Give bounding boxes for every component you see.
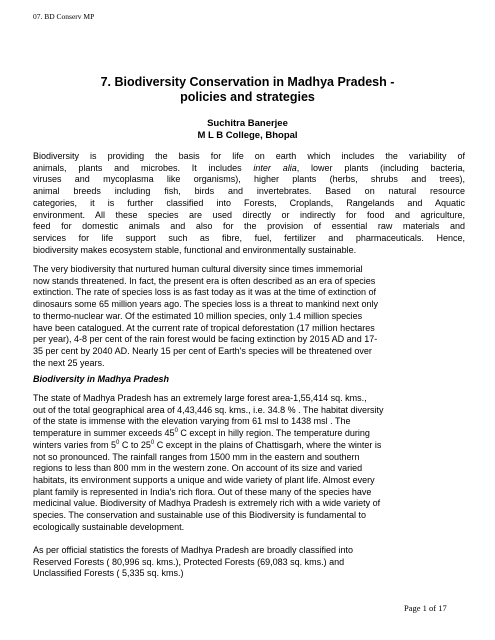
- text-line: regions to less than 800 mm in the western zone. On account of its size and varied: [33, 463, 363, 474]
- text-line: environment. All these species are used directly or indirectly for food and agriculture,: [33, 209, 465, 220]
- italic-text: inter alia: [253, 162, 297, 173]
- document-title: [60, 75, 435, 105]
- paragraph-2: [33, 264, 465, 369]
- paragraph-1: [33, 151, 465, 256]
- text-line: 35 per cent by 2040 AD. Nearly 15 per cent of Earth's species will be threatened over: [33, 345, 372, 356]
- text-line: extinction. The rate of species loss is as fast today as it was at the time of extinction of: [33, 287, 377, 298]
- text-line: out of the total geographical area of 4,43,446 sq. kms., i.e. 34.8 % . The habitat diversity: [33, 404, 384, 415]
- degree-superscript: 0: [150, 439, 155, 446]
- degree-superscript: 0: [116, 439, 120, 446]
- degree-superscript: 0: [174, 428, 178, 435]
- text-line: Biodiversity is providing the basis for life on earth which includes the variability of: [33, 151, 465, 161]
- paragraph-3: [33, 393, 465, 533]
- text-run: C to 25: [119, 439, 151, 450]
- paragraph-4: [33, 545, 465, 580]
- running-header: 07. BD Conserv MP: [33, 12, 95, 21]
- title-line-2: policies and strategies: [180, 90, 315, 104]
- text-line: plant family is represented in India's rich flora. Out of these many of the species have: [33, 486, 372, 497]
- author-affiliation: M L B College, Bhopal: [197, 130, 298, 141]
- text-run: animals, plants and microbes. It includes: [33, 162, 254, 173]
- text-run: winters varies from 5: [33, 439, 117, 450]
- text-line: the next 25 years.: [33, 357, 105, 368]
- text-run: , lower plants (including bacteria,: [296, 162, 465, 173]
- text-line: per year), 4-8 per cent of the rain forest would be facing extinction by 2015 AD and 17-: [33, 334, 378, 345]
- text-line: Reserved Forests ( 80,996 sq. kms.), Protected Forests (69,083 sq. kms.) and: [33, 556, 345, 567]
- text-line: dinosaurs some 65 million years ago. The species loss is a threat to mankind next only: [33, 299, 379, 310]
- section-heading: Biodiversity in Madhya Pradesh: [33, 374, 170, 384]
- text-line: The state of Madhya Pradesh has an extremely large forest area-1,55,414 sq. kms.,: [33, 393, 367, 403]
- text-line: feed for domestic animals and also for the provision of essential raw materials and: [33, 221, 465, 232]
- text-line: of the state is immense with the elevation varying from 61 msl to 1438 msl . The: [33, 416, 351, 427]
- text-line: not so pronounced. The rainfall ranges from 1500 mm in the eastern and southern: [33, 451, 360, 462]
- text-line: The very biodiversity that nurtured human cultural diversity since times immemorial: [33, 264, 363, 274]
- text-line: [33, 163, 465, 175]
- text-line: species. The conservation and sustainable use of this Biodiversity is fundamental to: [33, 510, 367, 521]
- text-line: ecologically sustainable development.: [33, 521, 185, 532]
- text-line: animal breeds including fish, birds and invertebrates. Based on natural resource: [33, 186, 465, 197]
- text-line: now stands threatened. In fact, the present era is often described as an era of species: [33, 275, 376, 286]
- text-line: habitats, its environment supports a unique and wide variety of plant life. Almost every: [33, 474, 375, 485]
- text-line: [33, 440, 465, 452]
- title-line-1: 7. Biodiversity Conservation in Madhya Pradesh -: [100, 75, 395, 89]
- author-name: Suchitra Banerjee: [207, 118, 288, 129]
- text-line: [33, 428, 465, 440]
- author-block: [60, 118, 435, 142]
- text-line: categories, it is further classified into Forests, Croplands, Rangelands and Aquatic: [33, 197, 465, 208]
- page-number: Page 1 of 17: [404, 603, 447, 613]
- text-line: viruses and mycoplasma like organisms), higher plants (herbs, shrubs and trees),: [33, 174, 465, 185]
- text-line: As per official statistics the forests of Madhya Pradesh are broadly classified into: [33, 545, 353, 555]
- text-run: C except in hilly region. The temperature during: [177, 428, 370, 439]
- text-line: biodiversity makes ecosystem stable, functional and environmentally sustainable.: [33, 244, 357, 255]
- text-run: C except in the plains of Chattisgarh, where the winter is: [154, 439, 382, 450]
- text-line: Unclassified Forests ( 5,335 sq. kms.): [33, 568, 184, 579]
- text-line: to thermo-nuclear war. Of the estimated 10 million species, only 1.4 million species: [33, 310, 363, 321]
- text-line: services for life support such as fibre, fuel, fertilizer and pharmaceuticals. Hence,: [33, 232, 465, 243]
- text-line: medicinal value. Biodiversity of Madhya Pradesh is extremely rich with a wide variety of: [33, 498, 381, 509]
- text-run: temperature in summer exceeds 45: [33, 428, 175, 439]
- text-line: have been catalogued. At the current rate of tropical deforestation (17 million hectares: [33, 322, 375, 333]
